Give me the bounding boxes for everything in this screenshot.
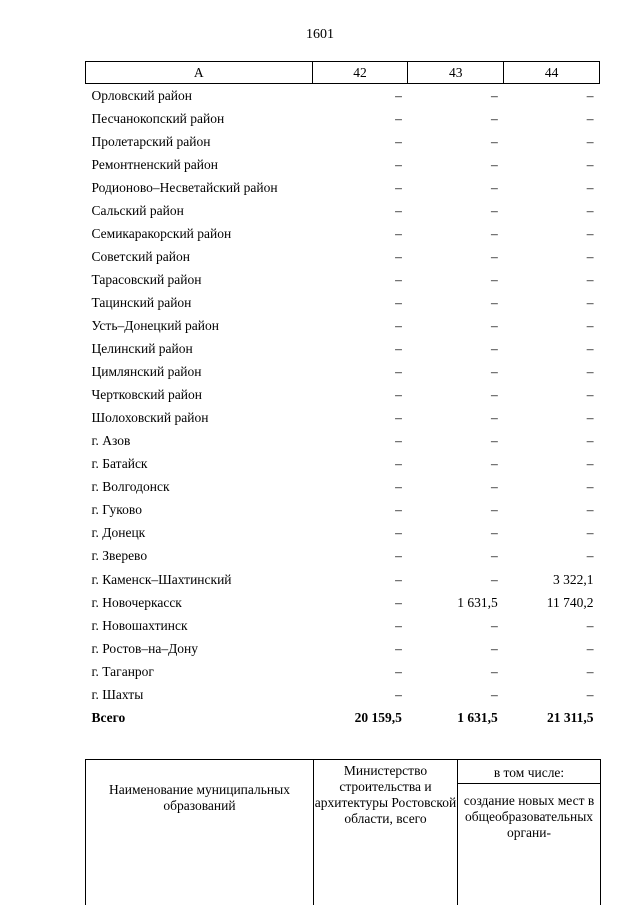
value-col-44: – <box>586 202 594 218</box>
value-col-43: – <box>490 525 498 541</box>
value-col-42: – <box>395 663 402 679</box>
row-name: г. Гуково <box>91 502 142 518</box>
value-col-43: – <box>490 433 498 449</box>
table-header-row <box>86 62 600 84</box>
value-col-44: – <box>586 479 594 495</box>
value-col-42: – <box>395 179 402 195</box>
row-name: г. Волгодонск <box>91 479 170 495</box>
header-new-school-places: создание новых мест в общеобразовательных органи- <box>457 783 601 905</box>
value-col-42: – <box>395 248 402 264</box>
value-col-44: – <box>586 410 594 426</box>
row-name: Шолоховский район <box>91 410 209 426</box>
value-col-43: – <box>490 571 498 587</box>
value-col-44: – <box>586 387 594 403</box>
page-number: 1601 <box>306 27 334 42</box>
budget-table <box>85 61 600 729</box>
row-name: Всего <box>91 709 126 725</box>
header-municipal-names: Наименование муниципальных образований <box>85 759 314 905</box>
value-col-44: – <box>586 502 594 518</box>
value-col-44: – <box>586 663 594 679</box>
value-col-43: – <box>490 686 498 702</box>
value-col-44: – <box>586 456 594 472</box>
table-row <box>86 384 600 407</box>
value-col-43: – <box>490 364 498 380</box>
value-col-44: – <box>586 110 594 126</box>
value-col-42: – <box>395 271 402 287</box>
row-name: Целинский район <box>91 341 193 357</box>
value-col-43: 1 631,5 <box>457 709 498 725</box>
value-col-43: – <box>490 663 498 679</box>
value-col-43: – <box>490 456 498 472</box>
value-col-44: – <box>586 87 594 103</box>
table-row <box>86 176 600 199</box>
table-row <box>86 614 600 637</box>
value-col-43: – <box>490 271 498 287</box>
row-name: Тацинский район <box>91 294 192 310</box>
value-col-42: – <box>395 202 402 218</box>
row-name: Цимлянский район <box>91 364 202 380</box>
header-including: в том числе: <box>457 759 601 784</box>
value-col-44: – <box>586 156 594 172</box>
value-col-43: – <box>490 617 498 633</box>
header-col-44: 44 <box>504 62 600 84</box>
value-col-42: – <box>395 133 402 149</box>
row-name: Семикаракорский район <box>91 225 232 241</box>
value-col-44: – <box>586 686 594 702</box>
row-name: Родионово–Несветайский район <box>91 179 278 195</box>
table-row <box>86 291 600 314</box>
value-col-44: – <box>586 548 594 564</box>
value-col-42: – <box>395 571 402 587</box>
value-col-43: – <box>490 410 498 426</box>
table-row <box>86 522 600 545</box>
row-name: г. Новочеркасск <box>91 594 182 610</box>
value-col-44: – <box>586 179 594 195</box>
value-col-44: – <box>586 341 594 357</box>
value-col-44: – <box>586 294 594 310</box>
value-col-44: 11 740,2 <box>546 594 594 610</box>
value-col-43: 1 631,5 <box>457 594 498 610</box>
table-row <box>86 84 600 108</box>
value-col-43: – <box>490 387 498 403</box>
row-name: г. Азов <box>91 433 131 449</box>
table-row <box>86 107 600 130</box>
table-row <box>86 683 600 706</box>
table-row <box>86 660 600 683</box>
table-row <box>86 153 600 176</box>
value-col-42: – <box>395 640 402 656</box>
value-col-42: – <box>395 525 402 541</box>
value-col-44: – <box>586 133 594 149</box>
table-row <box>86 338 600 361</box>
value-col-43: – <box>490 640 498 656</box>
value-col-43: – <box>490 225 498 241</box>
row-name: Усть–Донецкий район <box>91 317 219 333</box>
value-col-42: – <box>395 341 402 357</box>
value-col-42: – <box>395 502 402 518</box>
row-name: г. Каменск–Шахтинский <box>91 571 232 587</box>
value-col-44: – <box>586 617 594 633</box>
value-col-42: – <box>395 156 402 172</box>
value-col-42: – <box>395 617 402 633</box>
header-ministry-total: Министерство строительства и архитектуры Ростовской области, всего <box>313 759 458 905</box>
row-name: Советский район <box>91 248 190 264</box>
table-row <box>86 268 600 291</box>
value-col-43: – <box>490 548 498 564</box>
table-row <box>86 314 600 337</box>
value-col-43: – <box>490 133 498 149</box>
value-col-44: – <box>586 225 594 241</box>
row-name: Ремонтненский район <box>91 156 218 172</box>
value-col-44: – <box>586 364 594 380</box>
value-col-43: – <box>490 479 498 495</box>
value-col-43: – <box>490 179 498 195</box>
value-col-42: – <box>395 433 402 449</box>
value-col-42: – <box>395 387 402 403</box>
value-col-42: – <box>395 364 402 380</box>
row-name: Чертковский район <box>91 387 202 403</box>
header-col-42: 42 <box>312 62 408 84</box>
value-col-43: – <box>490 156 498 172</box>
row-name: Сальский район <box>91 202 184 218</box>
value-col-43: – <box>490 87 498 103</box>
value-col-43: – <box>490 248 498 264</box>
table-row <box>86 476 600 499</box>
row-name: г. Батайск <box>91 456 148 472</box>
row-name: г. Зверево <box>91 548 148 564</box>
value-col-42: – <box>395 456 402 472</box>
value-col-42: – <box>395 87 402 103</box>
table-row <box>86 361 600 384</box>
value-col-44: – <box>586 525 594 541</box>
row-name: Пролетарский район <box>91 133 211 149</box>
value-col-44: 21 311,5 <box>546 709 594 725</box>
table-row <box>86 545 600 568</box>
value-col-43: – <box>490 110 498 126</box>
value-col-44: 3 322,1 <box>553 571 594 587</box>
value-col-43: – <box>490 317 498 333</box>
value-col-42: – <box>395 110 402 126</box>
row-name: г. Шахты <box>91 686 144 702</box>
table-row <box>86 407 600 430</box>
header-col-43: 43 <box>408 62 504 84</box>
row-name: г. Донецк <box>91 525 146 541</box>
value-col-44: – <box>586 248 594 264</box>
value-col-42: – <box>395 479 402 495</box>
value-col-42: – <box>395 225 402 241</box>
value-col-44: – <box>586 317 594 333</box>
value-col-44: – <box>586 640 594 656</box>
table-row <box>86 245 600 268</box>
value-col-43: – <box>490 502 498 518</box>
value-col-42: – <box>395 410 402 426</box>
table-row <box>86 568 600 591</box>
table-row <box>86 130 600 153</box>
row-name: Песчанокопский район <box>91 110 225 126</box>
row-name: г. Новошахтинск <box>91 617 188 633</box>
value-col-44: – <box>586 271 594 287</box>
table-row <box>86 453 600 476</box>
table-row <box>86 222 600 245</box>
value-col-42: – <box>395 594 402 610</box>
row-name: Тарасовский район <box>91 271 202 287</box>
row-name: г. Таганрог <box>91 663 154 679</box>
table-row <box>86 199 600 222</box>
value-col-43: – <box>490 341 498 357</box>
value-col-42: 20 159,5 <box>354 709 402 725</box>
value-col-42: – <box>395 294 402 310</box>
row-name: Орловский район <box>91 87 192 103</box>
value-col-44: – <box>586 433 594 449</box>
value-col-43: – <box>490 294 498 310</box>
value-col-42: – <box>395 686 402 702</box>
value-col-42: – <box>395 317 402 333</box>
header-col-a: А <box>86 62 313 84</box>
total-row <box>86 706 600 729</box>
value-col-43: – <box>490 202 498 218</box>
table-row <box>86 591 600 614</box>
table-row <box>86 430 600 453</box>
value-col-42: – <box>395 548 402 564</box>
table-row <box>86 499 600 522</box>
second-table-header <box>85 759 601 905</box>
row-name: г. Ростов–на–Дону <box>91 640 199 656</box>
table-row <box>86 637 600 660</box>
